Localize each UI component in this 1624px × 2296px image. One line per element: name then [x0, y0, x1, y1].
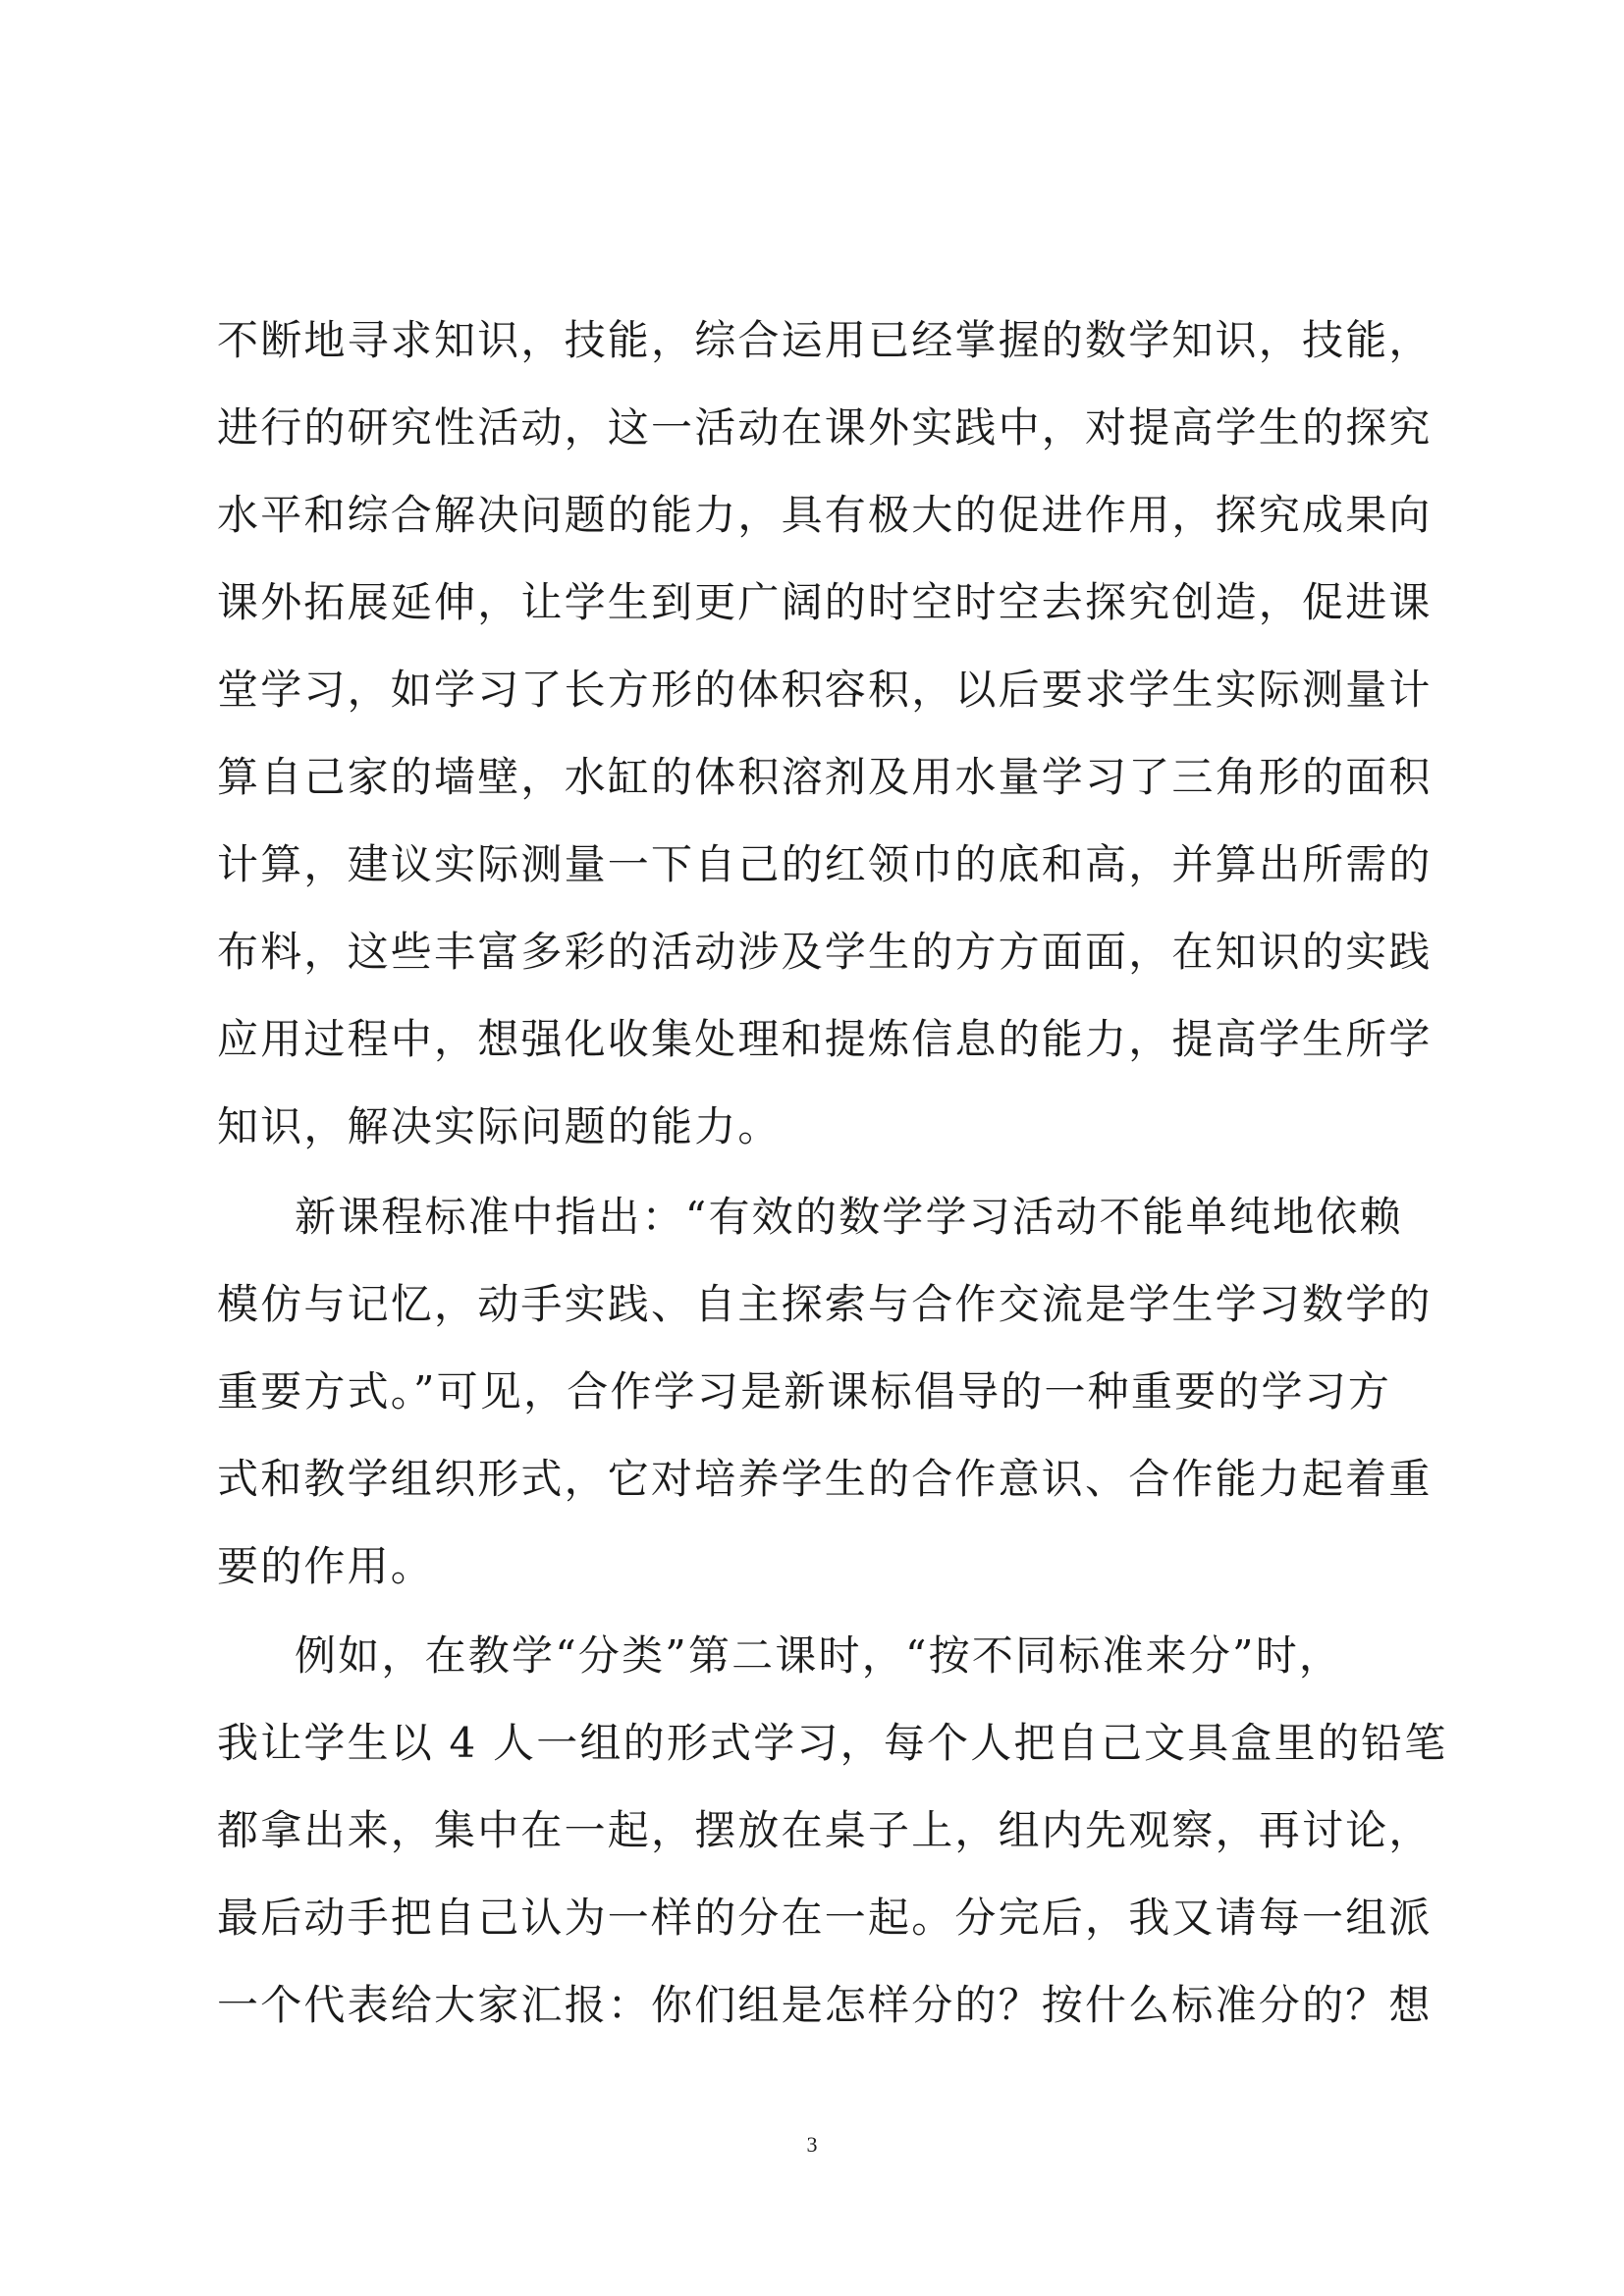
text-line: 堂学习，如学习了长方形的体积容积，以后要求学生实际测量计 [217, 666, 1433, 714]
text-line: 算自己家的墙壁，水缸的体积溶剂及用水量学习了三角形的面积 [217, 753, 1433, 801]
text-line: 课外拓展延伸，让学生到更广阔的时空时空去探究创造，促进课 [217, 578, 1433, 626]
text-line: 要的作用。 [217, 1542, 435, 1590]
text-line: 布料，这些丰富多彩的活动涉及学生的方方面面，在知识的实践 [217, 928, 1433, 976]
text-line: 我让学生以 4 人一组的形式学习，每个人把自己文具盒里的铅笔 [217, 1719, 1448, 1767]
text-line: 水平和综合解决问题的能力，具有极大的促进作用，探究成果向 [217, 491, 1433, 539]
text-line: 进行的研究性活动，这一活动在课外实践中，对提高学生的探究 [217, 403, 1433, 452]
text-line: 最后动手把自己认为一样的分在一起。分完后，我又请每一组派 [217, 1894, 1433, 1942]
text-line: 都拿出来，集中在一起，摆放在桌子上，组内先观察，再讨论， [217, 1806, 1433, 1854]
page-number: 3 [806, 2132, 818, 2157]
text-line: 式和教学组织形式，它对培养学生的合作意识、合作能力起着重 [217, 1455, 1433, 1503]
text-line: 应用过程中，想强化收集处理和提炼信息的能力，提高学生所学 [217, 1015, 1433, 1063]
text-line: 重要方式。”可见，合作学习是新课标倡导的一种重要的学习方 [217, 1367, 1392, 1415]
text-line: 例如，在教学“分类”第二课时，“按不同标准来分”时， [295, 1631, 1343, 1680]
text-line: 新课程标准中指出：“有效的数学学习活动不能单纯地依赖 [295, 1193, 1403, 1241]
text-line: 不断地寻求知识，技能，综合运用已经掌握的数学知识，技能， [217, 316, 1433, 364]
text-line: 知识，解决实际问题的能力。 [217, 1102, 782, 1150]
text-line: 一个代表给大家汇报：你们组是怎样分的？按什么标准分的？想 [217, 1981, 1433, 2029]
text-line: 计算，建议实际测量一下自己的红领巾的底和高，并算出所需的 [217, 840, 1433, 888]
text-line: 模仿与记忆，动手实践、自主探索与合作交流是学生学习数学的 [217, 1280, 1433, 1328]
